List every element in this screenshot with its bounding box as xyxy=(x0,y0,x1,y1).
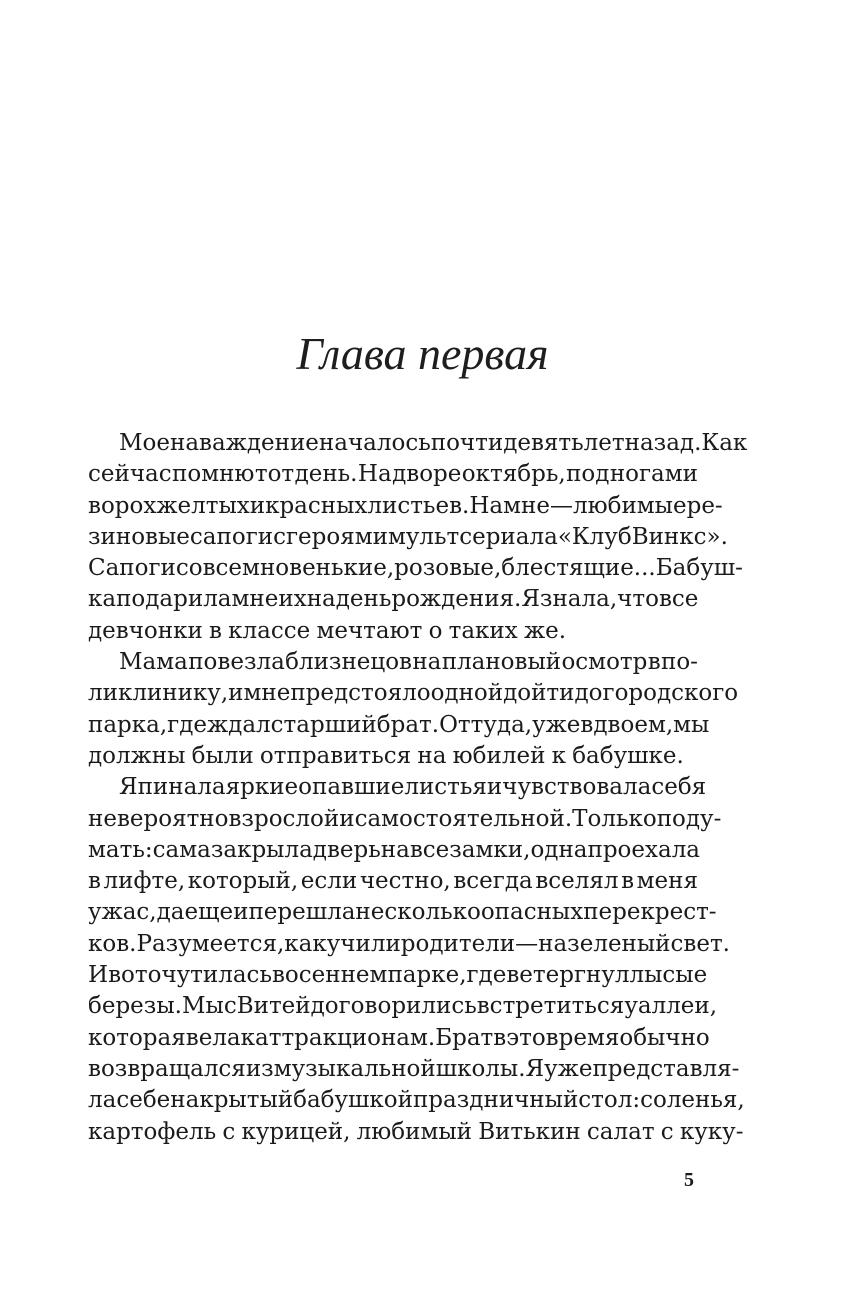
word: осмотр xyxy=(561,649,648,676)
word: листьев. xyxy=(367,492,470,519)
text-line xyxy=(88,491,723,522)
word: учили xyxy=(326,930,401,957)
word: проехала xyxy=(587,836,701,863)
word: всегда xyxy=(453,868,533,895)
word: с xyxy=(660,1118,674,1145)
word: любимый xyxy=(356,1118,472,1145)
word: мне xyxy=(503,492,550,519)
word: юбилей xyxy=(452,742,546,769)
word: повезла xyxy=(188,649,285,676)
word: у xyxy=(624,993,638,1020)
word: с xyxy=(223,993,237,1020)
word: свет. xyxy=(670,930,730,957)
word: совсем xyxy=(175,555,260,582)
word: и xyxy=(339,805,355,832)
word: невероятно xyxy=(88,805,229,832)
word: подарила xyxy=(116,586,232,613)
word: и xyxy=(233,899,249,926)
word: ликлинику, xyxy=(88,680,229,707)
word: лифте, xyxy=(103,868,186,895)
word: ногами xyxy=(609,461,698,488)
word: ворох xyxy=(88,492,157,519)
word: березы. xyxy=(88,993,182,1020)
word: как xyxy=(284,930,327,957)
word: таких xyxy=(448,617,518,644)
word: почти xyxy=(430,430,504,456)
word: героями xyxy=(285,523,388,550)
word: мечтают xyxy=(316,617,423,644)
word: школы. xyxy=(435,1055,526,1082)
word: праздничный xyxy=(412,1087,579,1114)
word: музыкальной xyxy=(273,1055,436,1082)
word: же. xyxy=(523,617,567,644)
word: рождения. xyxy=(391,586,522,613)
word: лет xyxy=(583,430,625,456)
word: отправиться xyxy=(259,742,412,769)
word: помню xyxy=(172,461,255,488)
word: одна xyxy=(530,836,588,863)
text-line xyxy=(88,991,718,1022)
word: Я xyxy=(521,586,540,613)
word: вселял xyxy=(535,868,619,895)
word: желтых xyxy=(156,492,250,519)
word: к xyxy=(240,1024,256,1051)
word: мать: xyxy=(88,836,153,863)
word: зеленый xyxy=(567,930,671,957)
word: уже xyxy=(544,1055,593,1082)
word: себя xyxy=(651,774,707,801)
word: дверь xyxy=(312,836,381,863)
word: Бабуш- xyxy=(655,555,743,582)
text-line xyxy=(88,1054,740,1085)
text-line xyxy=(88,1085,745,1116)
word: представля- xyxy=(592,1055,740,1082)
word: их xyxy=(278,586,307,613)
word: Как xyxy=(701,430,748,456)
word: сапоги xyxy=(189,523,274,550)
word: самостоятельной. xyxy=(354,805,573,832)
text-line xyxy=(88,678,739,709)
word: яркие xyxy=(225,774,299,801)
word: ре- xyxy=(686,492,723,519)
word: октябрь, xyxy=(461,461,566,488)
word: чувствовала xyxy=(502,774,652,801)
word: парке, xyxy=(387,962,467,989)
word: Я xyxy=(119,774,138,801)
word: очутилась xyxy=(147,962,272,989)
text-line xyxy=(88,835,701,866)
word: должны xyxy=(88,742,186,769)
word: Разумеется, xyxy=(136,930,285,957)
word: время xyxy=(545,1024,620,1051)
word: розовые, xyxy=(394,555,502,582)
word: до xyxy=(574,680,603,707)
word: под xyxy=(566,461,610,488)
word: Мы xyxy=(181,993,224,1020)
word: и xyxy=(228,680,244,707)
word: плановый xyxy=(441,649,562,676)
word: аллеи, xyxy=(637,993,718,1020)
word: классе xyxy=(228,617,311,644)
word: назад. xyxy=(624,430,702,456)
word: были xyxy=(191,742,254,769)
word: картофель xyxy=(88,1118,217,1145)
word: накрытый xyxy=(170,1087,294,1114)
text-line xyxy=(88,553,743,584)
word: вдвоем, xyxy=(580,711,674,738)
word: с xyxy=(273,523,286,550)
text-line xyxy=(88,960,708,991)
word: которая xyxy=(88,1024,186,1051)
word: Мама xyxy=(119,649,188,676)
word: дворе xyxy=(392,461,462,488)
word: — xyxy=(549,492,573,519)
word: перекрест- xyxy=(583,899,717,926)
word: Оттуда, xyxy=(439,711,533,738)
word: поду- xyxy=(656,805,722,832)
word: ужас, xyxy=(88,899,157,926)
word: к xyxy=(551,742,566,769)
word: ков. xyxy=(88,930,137,957)
text-line xyxy=(88,428,748,459)
word: бабушке. xyxy=(572,742,684,769)
word: красных xyxy=(265,492,368,519)
word: обычно xyxy=(619,1024,710,1051)
word: где xyxy=(167,711,207,738)
word: на xyxy=(538,930,568,957)
word: — xyxy=(515,930,539,957)
word: опавшие xyxy=(298,774,405,801)
word: дойти xyxy=(503,680,575,707)
word: взрослой xyxy=(228,805,340,832)
word: вела xyxy=(185,1024,241,1051)
word: сама xyxy=(152,836,211,863)
text-line xyxy=(88,584,698,615)
word: зиновые xyxy=(88,523,190,550)
word: где xyxy=(466,962,507,989)
word: знала, xyxy=(539,586,618,613)
word: листья xyxy=(404,774,487,801)
word: все xyxy=(658,586,699,613)
word: ка xyxy=(88,586,117,613)
word: Только xyxy=(572,805,657,832)
word: родители xyxy=(400,930,516,957)
word: девчонки xyxy=(88,617,203,644)
body-text xyxy=(88,428,748,1148)
word: в xyxy=(88,868,101,895)
word: наваждение xyxy=(170,430,319,456)
word: мне xyxy=(231,586,279,613)
word: началось xyxy=(318,430,431,456)
word: о xyxy=(428,617,443,644)
word: это xyxy=(506,1024,546,1051)
word: городского xyxy=(602,680,739,707)
word: ждал xyxy=(207,711,271,738)
word: договорились xyxy=(310,993,477,1020)
word: в xyxy=(647,649,661,676)
word: ветер xyxy=(506,962,574,989)
word: куку- xyxy=(679,1118,744,1145)
text-line xyxy=(88,647,698,678)
word: бабушкой xyxy=(293,1087,413,1114)
word: девять xyxy=(503,430,584,456)
word: опасных xyxy=(480,899,584,926)
text-line xyxy=(88,741,698,772)
word: Сапоги xyxy=(88,555,176,582)
text-line xyxy=(88,929,730,960)
text-line xyxy=(88,616,698,647)
word: встретиться xyxy=(476,993,625,1020)
word: и xyxy=(249,492,266,519)
text-line xyxy=(88,710,710,741)
text-line xyxy=(88,866,698,897)
word: брат. xyxy=(376,711,440,738)
text-line xyxy=(88,804,722,835)
word: Витей xyxy=(236,993,311,1020)
word: Винкс». xyxy=(631,523,728,550)
word: предстояло xyxy=(290,680,431,707)
word: одной xyxy=(430,680,504,707)
word: еще xyxy=(184,899,234,926)
word: любимые xyxy=(572,492,687,519)
word: Витькин xyxy=(478,1118,581,1145)
word: закрыла xyxy=(210,836,313,863)
word: На xyxy=(469,492,504,519)
word: Мое xyxy=(119,430,171,456)
word: осеннем xyxy=(284,962,388,989)
word: да xyxy=(156,899,185,926)
word: в xyxy=(493,1024,507,1051)
word: по- xyxy=(660,649,698,676)
word: сейчас xyxy=(88,461,172,488)
word: перешла xyxy=(248,899,356,926)
word: близнецов xyxy=(285,649,412,676)
word: день xyxy=(335,586,392,613)
word: и xyxy=(486,774,503,801)
word: если xyxy=(300,868,358,895)
word: блестящие... xyxy=(501,555,656,582)
word: замки, xyxy=(449,836,531,863)
word: честно, xyxy=(359,868,451,895)
word: Я xyxy=(525,1055,545,1082)
word: с xyxy=(222,1118,236,1145)
text-line xyxy=(88,1023,710,1054)
word: гнул xyxy=(573,962,630,989)
word: стол: xyxy=(578,1087,641,1114)
word: себе xyxy=(116,1087,171,1114)
word: в xyxy=(271,962,285,989)
chapter-title: Глава первая xyxy=(296,328,549,379)
word: возвращался xyxy=(88,1055,246,1082)
word: ла xyxy=(88,1087,117,1114)
word: мультсериала xyxy=(387,523,558,550)
word: в xyxy=(209,617,222,644)
word: мы xyxy=(673,711,710,738)
word: «Клуб xyxy=(557,523,632,550)
word: из xyxy=(245,1055,274,1082)
word: меня xyxy=(636,868,698,895)
word: что xyxy=(617,586,659,613)
word: курицей, xyxy=(241,1118,351,1145)
word: на xyxy=(306,586,336,613)
word: тот xyxy=(254,461,295,488)
text-line xyxy=(88,772,707,803)
text-line xyxy=(88,1117,744,1148)
text-line xyxy=(88,522,728,553)
word: который, xyxy=(187,868,299,895)
word: на xyxy=(417,742,447,769)
word: на xyxy=(412,649,442,676)
text-line xyxy=(88,897,717,928)
word: на xyxy=(380,836,410,863)
word: парка, xyxy=(88,711,168,738)
word: уже xyxy=(532,711,581,738)
word: аттракционам. xyxy=(255,1024,436,1051)
word: вот xyxy=(108,962,148,989)
word: все xyxy=(409,836,450,863)
word: новенькие, xyxy=(259,555,395,582)
page-number: 5 xyxy=(684,1169,694,1191)
word: И xyxy=(88,962,109,989)
text-line xyxy=(88,459,698,490)
word: Брат xyxy=(435,1024,494,1051)
word: несколько xyxy=(355,899,481,926)
word: мне xyxy=(243,680,291,707)
word: На xyxy=(357,461,392,488)
word: день. xyxy=(294,461,358,488)
word: пинала xyxy=(137,774,226,801)
word: салат xyxy=(586,1118,655,1145)
word: лысые xyxy=(629,962,708,989)
word: старший xyxy=(270,711,377,738)
word: в xyxy=(621,868,635,895)
word: соленья, xyxy=(640,1087,745,1114)
